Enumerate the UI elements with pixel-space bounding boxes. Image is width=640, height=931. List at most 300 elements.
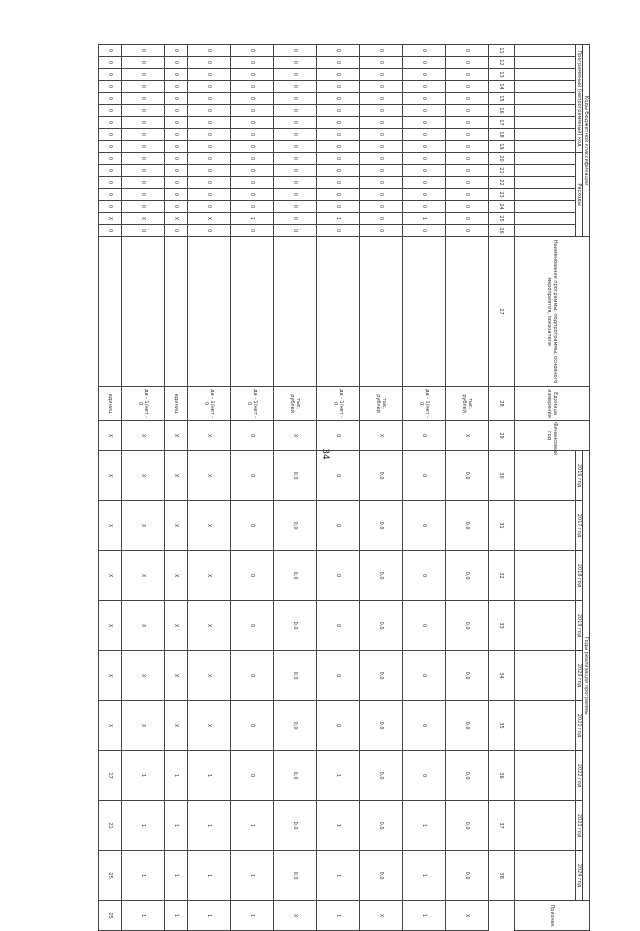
code-cell: 0 <box>231 201 274 213</box>
table-body <box>99 45 489 931</box>
row-year-value: 1 <box>188 851 231 901</box>
code-cell: 0 <box>274 213 317 225</box>
code-cell: 0 <box>402 45 445 57</box>
code-cell: 0 <box>316 177 359 189</box>
code-cell: 0 <box>359 105 402 117</box>
code-cell: 0 <box>188 45 231 57</box>
rotated-scan-frame <box>98 44 590 927</box>
row-unit-cell: да - 1/нет - 0 <box>316 387 359 421</box>
header-year: 2024 год <box>576 851 583 901</box>
code-cell: 0 <box>445 57 488 69</box>
row-year-value: 0 <box>231 451 274 501</box>
code-cell: 0 <box>165 45 188 57</box>
header-code-cell <box>515 201 576 213</box>
code-cell: 0 <box>188 129 231 141</box>
row-year-value: Х <box>99 701 122 751</box>
row-year-value: 1 <box>402 851 445 901</box>
row-year-value: Х <box>165 701 188 751</box>
row-year-value: 1 <box>316 801 359 851</box>
row-year-value: 0,0 <box>445 451 488 501</box>
row-year-value: 0,0 <box>445 651 488 701</box>
header-year: 2016 год <box>576 451 583 501</box>
code-cell: 0 <box>402 57 445 69</box>
code-cell: 0 <box>231 141 274 153</box>
code-cell: 0 <box>99 153 122 165</box>
code-cell: 0 <box>231 81 274 93</box>
code-cell: 0 <box>402 225 445 237</box>
code-cell: 0 <box>165 165 188 177</box>
column-number-cell: 31 <box>488 501 514 551</box>
code-cell: 0 <box>188 189 231 201</box>
row-check-cell: 1 <box>122 901 165 931</box>
code-cell: 0 <box>231 165 274 177</box>
code-cell: 0 <box>316 45 359 57</box>
table-row <box>188 45 231 931</box>
header-year: 2017 год <box>576 501 583 551</box>
header-code-cell <box>515 225 576 237</box>
budget-program-table <box>98 44 590 931</box>
header-expense: Расходы <box>576 153 583 237</box>
row-year-value: 0 <box>402 551 445 601</box>
row-finance-cell: Х <box>188 421 231 451</box>
row-check-cell: Х <box>274 901 317 931</box>
code-cell: 0 <box>316 81 359 93</box>
code-cell: 0 <box>445 45 488 57</box>
row-year-value: Х <box>99 501 122 551</box>
table-row <box>316 45 359 931</box>
code-cell: 0 <box>188 69 231 81</box>
header-unit: Единица измерения <box>515 387 590 421</box>
header-finance: Финансовый год <box>515 421 590 451</box>
row-year-value: 0,0 <box>445 551 488 601</box>
column-number-cell: 30 <box>488 451 514 501</box>
code-cell: 0 <box>188 153 231 165</box>
column-number-cell: 20 <box>488 153 514 165</box>
code-cell: 0 <box>188 177 231 189</box>
code-cell: 0 <box>231 69 274 81</box>
code-cell: 0 <box>402 165 445 177</box>
row-year-value: 0,0 <box>274 751 317 801</box>
row-year-value: 0 <box>316 501 359 551</box>
column-number-cell: 34 <box>488 651 514 701</box>
row-year-value: Х <box>165 551 188 601</box>
column-number-cell: 17 <box>488 117 514 129</box>
column-number-cell: 33 <box>488 601 514 651</box>
column-number-cell: 18 <box>488 129 514 141</box>
header-year-sub-cell <box>515 851 576 901</box>
header-year: 2020 год <box>576 651 583 701</box>
page-number: 34 <box>320 448 330 460</box>
header-year-sub-cell <box>515 451 576 501</box>
code-cell: 0 <box>445 165 488 177</box>
header-year: 2021 год <box>576 701 583 751</box>
code-cell: 0 <box>99 189 122 201</box>
code-cell: 0 <box>445 201 488 213</box>
column-number-row-group <box>488 45 514 931</box>
code-cell: 0 <box>359 57 402 69</box>
code-cell: 0 <box>316 165 359 177</box>
row-year-value: 0 <box>402 601 445 651</box>
code-cell: 0 <box>122 81 165 93</box>
code-cell: 0 <box>402 81 445 93</box>
code-cell: 0 <box>359 45 402 57</box>
table-row <box>122 45 165 931</box>
row-year-value: 0 <box>316 701 359 751</box>
header-row-2 <box>576 45 583 931</box>
code-cell: 0 <box>274 81 317 93</box>
row-finance-cell: Х <box>99 421 122 451</box>
code-cell: 0 <box>165 153 188 165</box>
column-number-cell: 29 <box>488 421 514 451</box>
row-year-value: Х <box>122 551 165 601</box>
header-stages: Годы реализации программы <box>583 451 590 901</box>
code-cell: Х <box>122 213 165 225</box>
row-unit-cell: тыс. рублей <box>274 387 317 421</box>
header-code-cell <box>515 165 576 177</box>
code-cell: 0 <box>188 201 231 213</box>
header-year-sub-cell <box>515 551 576 601</box>
row-name-cell <box>445 237 488 387</box>
code-cell: 0 <box>445 141 488 153</box>
code-cell: 0 <box>359 129 402 141</box>
code-cell: 0 <box>188 105 231 117</box>
header-code-cell <box>515 45 576 57</box>
code-cell: 0 <box>274 93 317 105</box>
row-year-value: Х <box>165 601 188 651</box>
code-cell: 0 <box>122 105 165 117</box>
row-unit-cell: тыс. рублей <box>359 387 402 421</box>
row-year-value: Х <box>188 701 231 751</box>
code-cell: 0 <box>445 225 488 237</box>
row-year-value: 0 <box>402 451 445 501</box>
row-year-value: 0,0 <box>274 651 317 701</box>
code-cell: 0 <box>99 57 122 69</box>
row-year-value: Х <box>122 651 165 701</box>
header-code-cell <box>515 153 576 165</box>
code-cell: 0 <box>359 201 402 213</box>
row-year-value: 0 <box>231 601 274 651</box>
code-cell: 1 <box>316 213 359 225</box>
code-cell: 0 <box>274 129 317 141</box>
code-cell: 0 <box>99 201 122 213</box>
column-number-cell: 26 <box>488 225 514 237</box>
row-name-cell <box>231 237 274 387</box>
row-year-value: Х <box>165 651 188 701</box>
code-cell: 0 <box>359 153 402 165</box>
code-cell: 0 <box>231 105 274 117</box>
code-cell: 0 <box>359 177 402 189</box>
code-cell: 0 <box>316 93 359 105</box>
code-cell: 0 <box>274 225 317 237</box>
code-cell: 0 <box>188 117 231 129</box>
code-cell: 0 <box>122 225 165 237</box>
header-year-sub-cell <box>515 651 576 701</box>
code-cell: 1 <box>231 213 274 225</box>
code-cell: 0 <box>165 141 188 153</box>
column-number-cell: 11 <box>488 45 514 57</box>
row-year-value: 0 <box>316 651 359 701</box>
code-cell: 0 <box>231 57 274 69</box>
code-cell: 0 <box>445 93 488 105</box>
code-cell: 0 <box>99 129 122 141</box>
column-number-cell: 23 <box>488 189 514 201</box>
column-number-row <box>488 45 514 931</box>
row-year-value: 0 <box>402 701 445 751</box>
row-finance-cell: 0 <box>316 421 359 451</box>
code-cell: 0 <box>99 141 122 153</box>
header-code-cell <box>515 189 576 201</box>
row-year-value: Х <box>188 451 231 501</box>
header-code-cell <box>515 69 576 81</box>
code-cell: 0 <box>274 117 317 129</box>
code-cell: 0 <box>402 117 445 129</box>
row-unit-cell: да - 1/нет - 0 <box>122 387 165 421</box>
code-cell: 0 <box>188 141 231 153</box>
code-cell: 0 <box>402 201 445 213</box>
row-year-value: Х <box>122 501 165 551</box>
row-unit-cell: да - 1/нет - 0 <box>188 387 231 421</box>
header-kbk-sub: Программный (непрограммный) код <box>576 45 583 153</box>
column-number-cell: 13 <box>488 69 514 81</box>
row-year-value: 1 <box>188 801 231 851</box>
header-year: 2023 год <box>576 801 583 851</box>
row-year-value: 1 <box>165 751 188 801</box>
row-year-value: 1 <box>165 851 188 901</box>
header-code-cell <box>515 129 576 141</box>
column-number-cell: 16 <box>488 105 514 117</box>
row-year-value: 0,0 <box>359 451 402 501</box>
header-code-cell <box>515 177 576 189</box>
code-cell: 0 <box>274 69 317 81</box>
column-number-cell: 36 <box>488 751 514 801</box>
code-cell: 0 <box>359 141 402 153</box>
column-number-cell: 19 <box>488 141 514 153</box>
code-cell: 0 <box>402 69 445 81</box>
row-unit-cell: да - 1/нет - 0 <box>231 387 274 421</box>
row-check-cell: Х <box>359 901 402 931</box>
row-name-cell <box>359 237 402 387</box>
code-cell: 0 <box>122 57 165 69</box>
row-unit-cell: единиц <box>165 387 188 421</box>
header-year-sub-cell <box>515 601 576 651</box>
column-number-cell: 12 <box>488 57 514 69</box>
code-cell: 0 <box>122 201 165 213</box>
row-name-cell <box>274 237 317 387</box>
code-cell: 0 <box>99 69 122 81</box>
code-cell: 0 <box>274 165 317 177</box>
column-number-cell: 25 <box>488 213 514 225</box>
row-year-value: Х <box>122 451 165 501</box>
row-name-cell <box>188 237 231 387</box>
header-row-3 <box>515 45 576 931</box>
code-cell: 0 <box>122 189 165 201</box>
row-name-cell <box>99 237 122 387</box>
code-cell: 1 <box>402 213 445 225</box>
code-cell: 0 <box>188 81 231 93</box>
header-year-sub-cell <box>515 501 576 551</box>
row-year-value: 0,0 <box>359 751 402 801</box>
code-cell: 0 <box>445 117 488 129</box>
row-year-value: 0,0 <box>445 801 488 851</box>
row-year-value: 0 <box>316 451 359 501</box>
row-year-value: 0 <box>231 751 274 801</box>
row-check-cell: 1 <box>231 901 274 931</box>
table-row <box>231 45 274 931</box>
code-cell: 0 <box>359 69 402 81</box>
header-year-sub-cell <box>515 701 576 751</box>
code-cell: 0 <box>445 129 488 141</box>
row-year-value: 1 <box>231 851 274 901</box>
code-cell: 0 <box>165 177 188 189</box>
code-cell: 0 <box>402 105 445 117</box>
code-cell: 0 <box>274 45 317 57</box>
row-finance-cell: Х <box>445 421 488 451</box>
code-cell: 0 <box>316 141 359 153</box>
header-year-sub-cell <box>515 751 576 801</box>
row-year-value: 17 <box>99 751 122 801</box>
header-code-cell <box>515 81 576 93</box>
row-year-value: 1 <box>316 751 359 801</box>
row-finance-cell: Х <box>274 421 317 451</box>
code-cell: 0 <box>99 81 122 93</box>
rotated-table-wrapper <box>98 44 590 927</box>
row-year-value: 1 <box>188 751 231 801</box>
code-cell: 0 <box>231 177 274 189</box>
header-code-cell <box>515 213 576 225</box>
row-year-value: 0,0 <box>359 701 402 751</box>
code-cell: 0 <box>445 105 488 117</box>
code-cell: 0 <box>165 81 188 93</box>
code-cell: 0 <box>122 45 165 57</box>
row-year-value: Х <box>99 551 122 601</box>
code-cell: 0 <box>122 165 165 177</box>
header-codes: Коды бюджетной классификации <box>583 45 590 237</box>
code-cell: 0 <box>316 153 359 165</box>
code-cell: 0 <box>165 105 188 117</box>
code-cell: 0 <box>188 225 231 237</box>
code-cell: 0 <box>165 117 188 129</box>
code-cell: 0 <box>359 225 402 237</box>
row-year-value: 0 <box>231 551 274 601</box>
header-main: Наименование программы, подпрограммы, основного мероприятия, показателя <box>515 237 590 387</box>
code-cell: 0 <box>274 177 317 189</box>
row-year-value: 1 <box>122 801 165 851</box>
row-year-value: Х <box>165 501 188 551</box>
row-year-value: 0,0 <box>445 751 488 801</box>
code-cell: 0 <box>122 93 165 105</box>
table-row <box>445 45 488 931</box>
row-year-value: 0,0 <box>359 601 402 651</box>
row-year-value: 0 <box>231 501 274 551</box>
row-year-value: Х <box>99 451 122 501</box>
row-year-value: 0,0 <box>445 501 488 551</box>
row-year-value: 0,0 <box>359 801 402 851</box>
row-year-value: Х <box>188 551 231 601</box>
code-cell: 0 <box>402 177 445 189</box>
code-cell: 0 <box>274 57 317 69</box>
column-number-cell: 28 <box>488 387 514 421</box>
code-cell: 0 <box>402 129 445 141</box>
table-row <box>99 45 122 931</box>
row-year-value: Х <box>122 601 165 651</box>
code-cell: 0 <box>165 93 188 105</box>
code-cell: 0 <box>274 153 317 165</box>
code-cell: 0 <box>122 117 165 129</box>
code-cell: 0 <box>359 189 402 201</box>
row-unit-cell: тыс. рублей <box>445 387 488 421</box>
code-cell: 0 <box>402 141 445 153</box>
code-cell: 0 <box>445 177 488 189</box>
row-year-value: 0,0 <box>359 551 402 601</box>
code-cell: 0 <box>122 153 165 165</box>
code-cell: 0 <box>165 57 188 69</box>
code-cell: 0 <box>402 153 445 165</box>
code-cell: 0 <box>274 189 317 201</box>
column-number-cell: 32 <box>488 551 514 601</box>
header-year: 2019 год <box>576 601 583 651</box>
row-check-cell: 25 <box>99 901 122 931</box>
code-cell: 0 <box>316 225 359 237</box>
row-year-value: 0,0 <box>445 601 488 651</box>
row-year-value: Х <box>165 451 188 501</box>
code-cell: 0 <box>231 129 274 141</box>
code-cell: 0 <box>274 141 317 153</box>
code-cell: Х <box>99 213 122 225</box>
column-number-cell: 35 <box>488 701 514 751</box>
row-year-value: 1 <box>231 801 274 851</box>
table-row <box>165 45 188 931</box>
column-number-cell: 24 <box>488 201 514 213</box>
row-check-cell: 1 <box>188 901 231 931</box>
code-cell: 0 <box>445 81 488 93</box>
row-finance-cell: Х <box>122 421 165 451</box>
code-cell: 0 <box>359 165 402 177</box>
code-cell: 0 <box>165 201 188 213</box>
row-year-value: Х <box>122 701 165 751</box>
code-cell: 0 <box>316 117 359 129</box>
code-cell: Х <box>165 213 188 225</box>
row-year-value: 0 <box>316 601 359 651</box>
header-code-cell <box>515 57 576 69</box>
row-year-value: Х <box>99 601 122 651</box>
column-number-cell: 15 <box>488 93 514 105</box>
code-cell: 0 <box>445 189 488 201</box>
table-header <box>515 45 590 931</box>
table-row <box>274 45 317 931</box>
row-year-value: Х <box>188 601 231 651</box>
code-cell: 0 <box>316 189 359 201</box>
code-cell: 0 <box>165 189 188 201</box>
row-year-value: 0,0 <box>445 851 488 901</box>
code-cell: 0 <box>359 93 402 105</box>
row-year-value: 0,0 <box>274 451 317 501</box>
code-cell: 0 <box>188 165 231 177</box>
row-finance-cell: 0 <box>402 421 445 451</box>
code-cell: 0 <box>316 129 359 141</box>
row-year-value: Х <box>99 651 122 701</box>
row-year-value: Х <box>188 501 231 551</box>
code-cell: 0 <box>99 177 122 189</box>
row-finance-cell: Х <box>359 421 402 451</box>
column-number-cell: 37 <box>488 801 514 851</box>
column-number-cell: 38 <box>488 851 514 901</box>
header-year: 2022 год <box>576 751 583 801</box>
row-year-value: 21 <box>99 801 122 851</box>
row-year-value: 0 <box>316 551 359 601</box>
row-finance-cell: 0 <box>231 421 274 451</box>
row-check-cell: 1 <box>165 901 188 931</box>
code-cell: 0 <box>316 69 359 81</box>
